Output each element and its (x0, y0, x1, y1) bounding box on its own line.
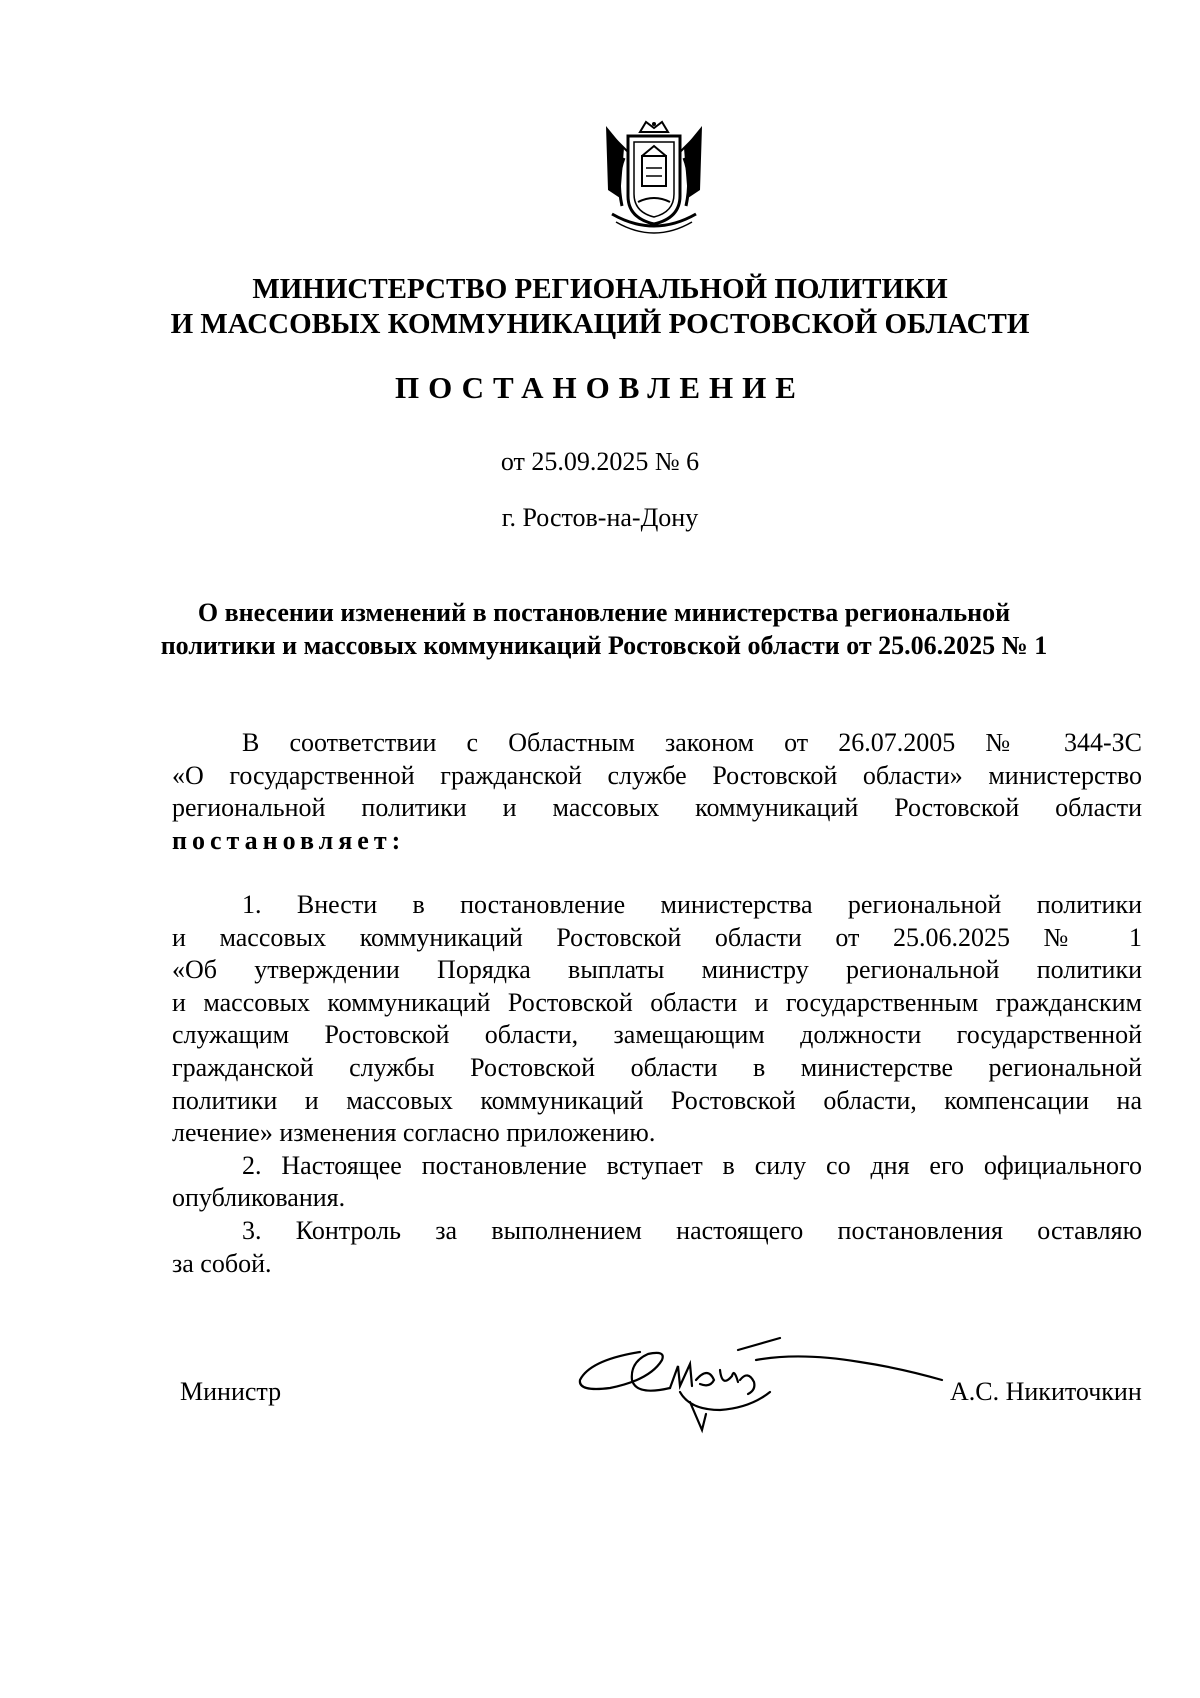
item-1-line: и массовых коммуникаций Ростовской области и государственным гражданским (172, 987, 1142, 1017)
coat-of-arms-icon (598, 118, 710, 236)
preamble-line: В соответствии с Областным законом от 26.07.2005 № 344-ЗС (242, 728, 1142, 757)
preamble-line: региональной политики и массовых коммуникаций Ростовской области (172, 793, 1142, 823)
item-3-line: за собой. (172, 1248, 272, 1278)
preamble-paragraph (172, 727, 1142, 857)
handwritten-signature (570, 1330, 950, 1445)
document-date-number: от 25.09.2025 № 6 (500, 447, 700, 476)
item-1-line: служащим Ростовской области, замещающим должности государственной (172, 1020, 1142, 1050)
signatory-name: А.С. Никиточкин (950, 1377, 1142, 1406)
document-place: г. Ростов-на-Дону (501, 503, 699, 532)
item-2-line: опубликования. (172, 1183, 346, 1213)
org-line-2: И МАССОВЫХ КОММУНИКАЦИЙ РОСТОВСКОЙ ОБЛАСТИ (170, 308, 1030, 340)
item-1-line: 1. Внести в постановление министерства региональной политики (242, 890, 1142, 919)
item-1-line: политики и массовых коммуникаций Ростовской области, компенсации на (172, 1085, 1142, 1115)
item-1-line: и массовых коммуникаций Ростовской области от 25.06.2025 № 1 (172, 922, 1142, 952)
decree-word: постановляет: (172, 825, 406, 855)
preamble-line: «О государственной гражданской службе Ростовской области» министерство (172, 760, 1142, 790)
org-line-1: МИНИСТЕРСТВО РЕГИОНАЛЬНОЙ ПОЛИТИКИ (252, 273, 948, 305)
item-2-line: 2. Настоящее постановление вступает в силу со дня его официального (242, 1150, 1142, 1180)
decree-items (172, 889, 1142, 1280)
document-subject (150, 596, 1058, 662)
document-type: ПОСТАНОВЛЕНИЕ (395, 370, 805, 405)
signatory-title: Министр (180, 1377, 282, 1406)
subject-line-2: политики и массовых коммуникаций Ростовской области от 25.06.2025 № 1 (160, 631, 1048, 660)
subject-line-1: О внесении изменений в постановление министерства региональной (197, 598, 1011, 627)
organization-name (0, 272, 1200, 342)
item-1-line: гражданской службы Ростовской области в министерстве региональной (172, 1052, 1142, 1082)
item-1-line: «Об утверждении Порядка выплаты министру региональной политики (172, 955, 1142, 985)
item-3-line: 3. Контроль за выполнением настоящего постановления оставляю (242, 1215, 1142, 1245)
item-1-line: лечение» изменения согласно приложению. (172, 1118, 656, 1148)
